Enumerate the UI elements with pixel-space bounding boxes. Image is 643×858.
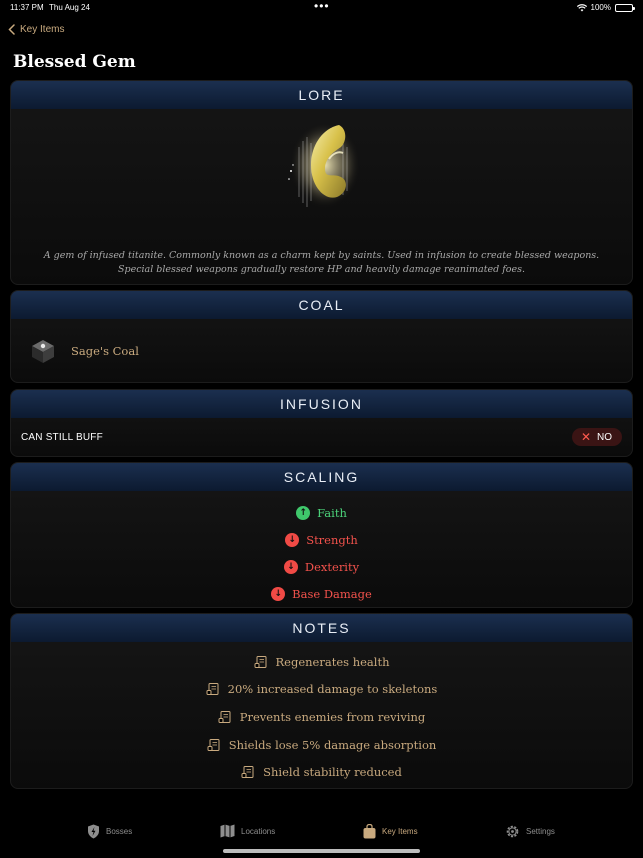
coal-item[interactable] xyxy=(29,337,139,365)
home-indicator[interactable] xyxy=(223,849,420,853)
blessed-gem-icon xyxy=(281,107,363,217)
scroll-icon xyxy=(218,710,232,724)
bag-icon xyxy=(363,824,376,839)
scaling-item-strength xyxy=(11,526,632,553)
battery-icon xyxy=(615,4,633,12)
coal-label: Sage's Coal xyxy=(71,344,139,358)
note-item xyxy=(11,648,632,676)
scaling-item-faith xyxy=(11,499,632,526)
multitask-dots-icon[interactable]: ••• xyxy=(314,0,330,13)
note-label: Shields lose 5% damage absorption xyxy=(228,737,437,752)
arrow-down-icon: ↓ xyxy=(284,560,298,574)
infusion-header: INFUSION xyxy=(11,390,632,418)
status-bar xyxy=(0,0,643,16)
buff-status-badge xyxy=(572,428,622,446)
lore-panel xyxy=(10,80,633,285)
scaling-list xyxy=(11,499,632,607)
status-right xyxy=(577,3,633,12)
coal-icon xyxy=(29,337,57,365)
coal-panel xyxy=(10,290,633,383)
tab-label: Settings xyxy=(526,827,555,836)
note-label: Prevents enemies from reviving xyxy=(239,709,426,724)
note-label: Shield stability reduced xyxy=(263,765,402,780)
arrow-down-icon: ↓ xyxy=(271,587,285,601)
page-title: Blessed Gem xyxy=(13,52,136,72)
notes-header: NOTES xyxy=(11,614,632,642)
map-icon xyxy=(220,824,235,838)
scaling-label: Faith xyxy=(317,505,347,520)
notes-list xyxy=(11,648,632,786)
notes-panel xyxy=(10,613,633,789)
arrow-up-icon: ↑ xyxy=(296,506,310,520)
scaling-item-dexterity xyxy=(11,553,632,580)
arrow-down-icon: ↓ xyxy=(285,533,299,547)
note-item xyxy=(11,703,632,731)
scaling-item-base-damage xyxy=(11,580,632,607)
back-button[interactable] xyxy=(8,24,64,35)
buff-status-value: NO xyxy=(597,431,612,443)
infusion-panel xyxy=(10,389,633,457)
scroll-icon xyxy=(206,682,220,696)
tab-locations[interactable] xyxy=(220,824,275,838)
tab-label: Locations xyxy=(241,826,276,836)
infusion-row xyxy=(21,428,622,446)
back-label: Key Items xyxy=(20,24,65,35)
scaling-label: Dexterity xyxy=(304,559,360,574)
status-date: Thu Aug 24 xyxy=(49,3,90,12)
tab-label: Bosses xyxy=(106,827,133,836)
x-mark-icon: ✕ xyxy=(580,430,591,444)
scaling-panel xyxy=(10,462,633,608)
scaling-header: SCALING xyxy=(11,463,632,491)
chevron-left-icon xyxy=(8,24,15,35)
tab-bosses[interactable] xyxy=(87,824,132,839)
bolt-shield-icon xyxy=(87,824,100,839)
lore-header: LORE xyxy=(11,81,632,109)
coal-header: COAL xyxy=(11,291,632,319)
scroll-icon xyxy=(254,655,268,669)
scroll-icon xyxy=(241,765,255,779)
scaling-label: Strength xyxy=(306,532,358,547)
tab-key-items[interactable] xyxy=(363,824,418,839)
gear-icon xyxy=(505,824,520,839)
can-still-buff-label: CAN STILL BUFF xyxy=(21,431,103,443)
note-item xyxy=(11,731,632,759)
tab-label: Key Items xyxy=(382,827,418,836)
wifi-icon xyxy=(577,4,587,12)
status-time: 11:37 PM xyxy=(10,3,44,12)
scroll-icon xyxy=(207,738,221,752)
tab-settings[interactable] xyxy=(505,824,555,839)
battery-percent: 100% xyxy=(590,3,611,12)
note-item xyxy=(11,758,632,786)
lore-description: A gem of infused titanite. Commonly known as a charm kept by saints. Used in infusion to create blessed weapons. Special blessed weapons gradually restore HP and heavily damage reanimated foes. xyxy=(43,250,600,275)
note-label: Regenerates health xyxy=(275,654,390,669)
scaling-label: Base Damage xyxy=(292,586,372,601)
note-label: 20% increased damage to skeletons xyxy=(227,682,438,697)
note-item xyxy=(11,676,632,704)
